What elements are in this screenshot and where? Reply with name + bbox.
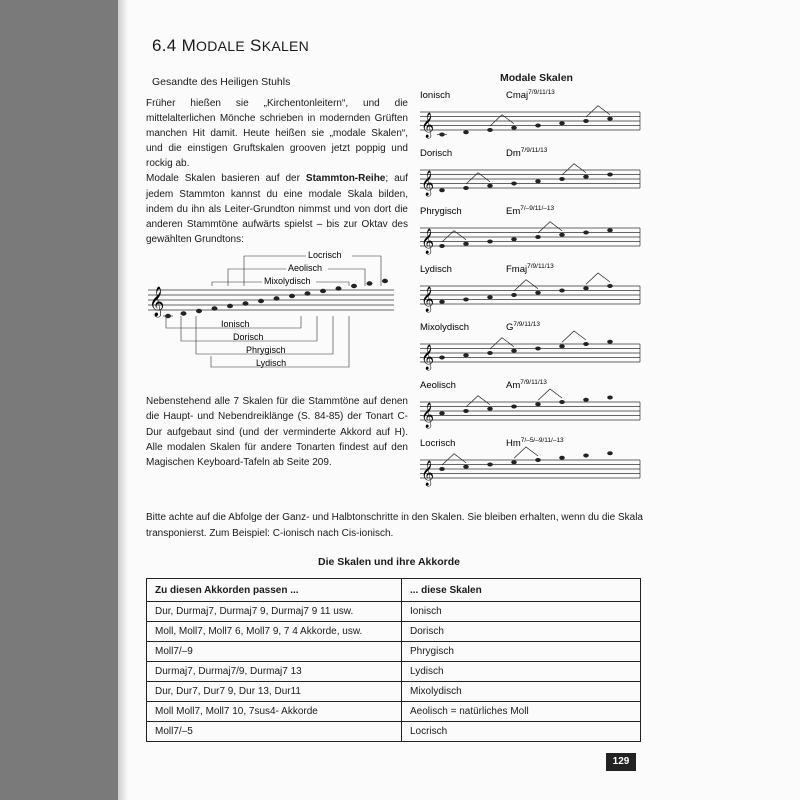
scale-note <box>439 244 445 248</box>
table-cell-scale: Aeolisch = natürliches Moll <box>402 702 641 722</box>
scale-staff-ionisch <box>420 89 640 138</box>
scale-chord: $Em^{7/-9/11/-13}$ <box>506 205 555 217</box>
scale-note <box>511 182 517 186</box>
table-title: Die Skalen und ihre Akkorde <box>318 556 460 568</box>
diagram-note <box>274 296 280 300</box>
halfstep-mark <box>586 106 610 117</box>
diagram-label-aeolisch: Aeolisch <box>288 263 323 273</box>
scale-staff-aeolisch <box>420 379 640 428</box>
scale-note <box>559 344 565 348</box>
diagram-label-lydisch: Lydisch <box>256 358 287 368</box>
treble-clef-icon: 𝄞 <box>421 344 435 369</box>
scale-note <box>463 186 469 190</box>
scale-note <box>511 237 517 241</box>
scale-note <box>463 130 469 134</box>
table-cell-chords: Durmaj7, Durmaj7/9, Durmaj7 13 <box>147 662 402 682</box>
transpose-note: Bitte achte auf die Abfolge der Ganz- und Halbtonschritte in den Skalen. Sie bleiben erhalten, wenn du die Skala transponierst. Zum Beispiel: C-ionisch nach Cis-ionisch. <box>146 512 643 539</box>
scale-note <box>487 463 493 467</box>
diagram-note <box>336 286 342 290</box>
diagram-note <box>258 299 264 303</box>
scale-name: Dorisch <box>420 148 453 159</box>
scale-note <box>535 458 541 462</box>
scale-staff-mixolydisch <box>420 321 640 370</box>
diagram-label-phrygisch: Phrygisch <box>246 345 286 355</box>
scale-note <box>559 400 565 404</box>
table-cell-scale: Mixolydisch <box>402 682 641 702</box>
scale-staff-lydisch <box>420 263 640 312</box>
treble-clef-icon: 𝄞 <box>421 460 435 485</box>
table-row <box>147 622 641 642</box>
scale-note <box>463 242 469 246</box>
scale-note <box>535 235 541 239</box>
intro-paragraph-2a: Modale Skalen basieren auf der <box>146 173 306 185</box>
scale-note <box>487 407 493 411</box>
scale-note <box>439 467 445 471</box>
halfstep-mark <box>562 164 586 175</box>
treble-clef-icon: 𝄞 <box>421 402 435 427</box>
scale-note <box>487 128 493 132</box>
scale-note <box>607 451 613 455</box>
scale-note <box>463 298 469 302</box>
table-cell-chords: Dur, Dur7, Dur7 9, Dur 13, Dur11 <box>147 682 402 702</box>
section-number: 6.4 <box>152 36 177 55</box>
table-cell-chords: Moll7/–9 <box>147 642 402 662</box>
diagram-note <box>196 309 202 313</box>
treble-clef-icon: 𝄞 <box>149 286 165 316</box>
scale-name: Mixolydisch <box>420 322 470 333</box>
table-row <box>147 642 641 662</box>
stammton-diagram <box>146 244 408 376</box>
halfstep-mark <box>538 222 562 233</box>
scale-note <box>439 411 445 415</box>
scale-note <box>559 121 565 125</box>
scale-note <box>583 454 589 458</box>
table-row <box>147 682 641 702</box>
table-header-scales: ... diese Skalen <box>402 579 641 602</box>
table-cell-scale: Lydisch <box>402 662 641 682</box>
title-rest-1: ODALE <box>196 38 246 54</box>
diagram-label-locrisch: Locrisch <box>308 250 342 260</box>
scale-note <box>583 231 589 235</box>
halfstep-mark <box>586 273 610 284</box>
scale-note <box>607 173 613 177</box>
scale-note <box>487 184 493 188</box>
diagram-note <box>351 284 357 288</box>
diagram-label-dorisch: Dorisch <box>233 332 264 342</box>
section-heading <box>152 36 309 56</box>
diagram-staff <box>148 290 394 310</box>
table-header-row <box>147 579 641 602</box>
scales-chords-table <box>146 578 641 742</box>
halfstep-mark <box>562 331 586 342</box>
scale-note <box>535 347 541 351</box>
table-row <box>147 662 641 682</box>
scale-note <box>583 342 589 346</box>
scale-note <box>439 300 445 304</box>
scale-note <box>439 188 445 192</box>
scale-note <box>607 396 613 400</box>
halfstep-mark <box>442 454 466 465</box>
treble-clef-icon: 𝄞 <box>421 228 435 253</box>
diagram-note <box>289 294 295 298</box>
scale-note <box>511 126 517 130</box>
diagram-note <box>382 279 388 283</box>
scale-chord: $Hm^{7/-5/-9/11/-13}$ <box>506 437 564 449</box>
page-number: 129 <box>606 753 636 771</box>
scale-note <box>487 240 493 244</box>
table-cell-chords: Moll7/–5 <box>147 722 402 742</box>
table-cell-scale: Dorisch <box>402 622 641 642</box>
scale-note <box>463 353 469 357</box>
scale-staff-phrygisch <box>420 205 640 254</box>
diagram-note <box>320 289 326 293</box>
treble-clef-icon: 𝄞 <box>421 170 435 195</box>
table-cell-chords: Moll Moll7, Moll7 10, 7sus4- Akkorde <box>147 702 402 722</box>
scale-note <box>511 349 517 353</box>
table-cell-chords: Dur, Durmaj7, Durmaj7 9, Durmaj7 9 11 usw. <box>147 602 402 622</box>
table-cell-scale: Phrygisch <box>402 642 641 662</box>
table-row <box>147 702 641 722</box>
scale-chord: $Am^{7/9/11/13}$ <box>506 379 547 391</box>
scale-note <box>487 351 493 355</box>
intro-paragraph-2b: ; auf jedem Stammton kannst du eine modale Skala bilden, indem du ihn als Leiter-Grundton nimmst und von dort die anderen Stammtöne aufwärts spielst – bis zur Oktav des gewählten Grundtons: <box>146 173 408 245</box>
intro-paragraph-2-bold: Stammton-Reihe <box>305 173 386 185</box>
modal-scales-staves <box>418 86 644 500</box>
scale-staff-dorisch <box>420 147 640 196</box>
diagram-note <box>212 306 218 310</box>
scale-note <box>607 340 613 344</box>
scale-note <box>535 402 541 406</box>
scale-note <box>559 233 565 237</box>
halfstep-mark <box>538 389 562 400</box>
scale-name: Ionisch <box>420 90 451 101</box>
scale-note <box>583 175 589 179</box>
scale-note <box>559 289 565 293</box>
scale-note <box>607 284 613 288</box>
table-cell-scale: Locrisch <box>402 722 641 742</box>
diagram-label-ionisch: Ionisch <box>221 319 250 329</box>
table-header-chords: Zu diesen Akkorden passen ... <box>147 579 402 602</box>
page-gutter-shadow <box>118 0 128 800</box>
table-row <box>147 722 641 742</box>
title-initial-2: S <box>250 36 262 55</box>
intro-subheading: Gesandte des Heiligen Stuhls <box>152 76 291 88</box>
scale-note <box>583 286 589 290</box>
scale-note <box>439 356 445 360</box>
scale-name: Aeolisch <box>420 380 456 391</box>
diagram-note <box>367 281 373 285</box>
scale-note <box>559 177 565 181</box>
table-cell-scale: Ionisch <box>402 602 641 622</box>
treble-clef-icon: 𝄞 <box>421 286 435 311</box>
scale-note <box>559 456 565 460</box>
diagram-note <box>227 304 233 308</box>
halfstep-mark <box>466 396 490 407</box>
diagram-note <box>181 311 187 315</box>
diagram-label-mixolydisch: Mixolydisch <box>264 276 311 286</box>
scale-note <box>487 295 493 299</box>
title-initial-1: M <box>181 36 197 55</box>
scale-note <box>511 293 517 297</box>
scale-note <box>583 119 589 123</box>
scale-note <box>511 405 517 409</box>
scale-note <box>607 228 613 232</box>
diagram-note <box>305 291 311 295</box>
scale-name: Locrisch <box>420 438 456 449</box>
scale-chord: Cmaj$^{7/9/11/13}$ <box>506 89 555 101</box>
scale-note <box>535 124 541 128</box>
scale-name: Lydisch <box>420 264 452 275</box>
table-row <box>147 602 641 622</box>
scale-chord: $Dm^{7/9/11/13}$ <box>506 147 548 159</box>
intro-text <box>146 96 408 247</box>
scale-note <box>583 398 589 402</box>
halfstep-mark <box>514 280 538 291</box>
scales-explanation: Nebenstehend alle 7 Skalen für die Stammtöne auf denen die Haupt- und Nebendreiklänge (S. 84-85) der Tonart C-Dur aufgebaut sind (und der verminderte Akkord auf H). Alle modalen Skalen für andere Tonarten findest auf den Magischen Keyboard-Tafeln ab Seite 209. <box>146 396 408 469</box>
title-rest-2: KALEN <box>261 38 310 54</box>
table-cell-chords: Moll, Moll7, Moll7 6, Moll7 9, 7 4 Akkorde, usw. <box>147 622 402 642</box>
halfstep-mark <box>490 338 514 349</box>
modal-scales-heading: Modale Skalen <box>500 72 573 84</box>
scale-name: Phrygisch <box>420 206 462 217</box>
scale-staff-locrisch <box>420 437 640 486</box>
scale-note <box>463 409 469 413</box>
intro-paragraph-1: Früher hießen sie „Kirchentonleitern“, und die mittelalterlichen Mönche schrieben in modernden Grüften manchen Hit damit. Heute heißen sie „modale Skalen“, und die einstigen Gruftskalen grooven jetzt poppig und rockig ab. <box>146 98 408 170</box>
scale-chord: $G^{7/9/11/13}$ <box>506 321 541 333</box>
scale-chord: Fmaj$^{7/9/11/13}$ <box>506 263 554 275</box>
diagram-note <box>243 301 249 305</box>
scale-note <box>607 117 613 121</box>
scale-note <box>463 465 469 469</box>
treble-clef-icon: 𝄞 <box>421 112 435 137</box>
scale-note <box>535 291 541 295</box>
scale-note <box>511 460 517 464</box>
scale-note <box>535 179 541 183</box>
